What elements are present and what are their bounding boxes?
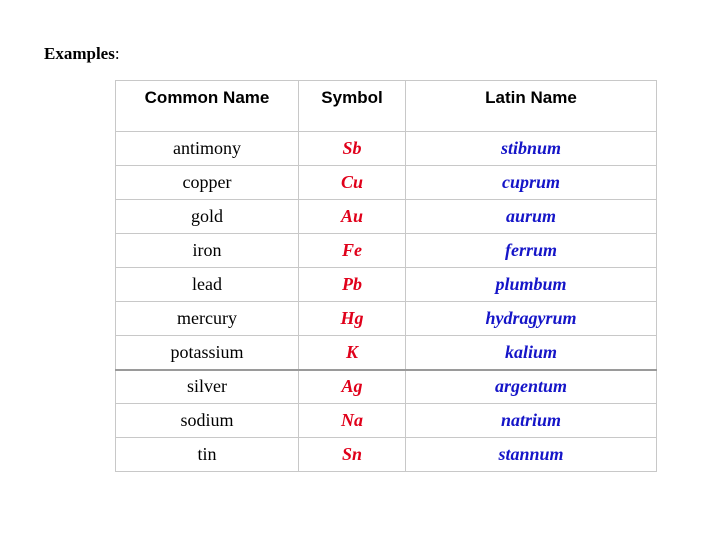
table-row	[116, 404, 657, 438]
latin-name-cell: hydragyrum	[406, 302, 657, 336]
common-name-cell: lead	[116, 268, 299, 302]
symbol-cell: Ag	[299, 370, 406, 404]
latin-name-cell: kalium	[406, 336, 657, 370]
common-name-cell: gold	[116, 200, 299, 234]
common-name-cell: mercury	[116, 302, 299, 336]
common-name-cell: sodium	[116, 404, 299, 438]
latin-name-cell: aurum	[406, 200, 657, 234]
table-row	[116, 370, 657, 404]
table-row	[116, 166, 657, 200]
symbol-cell: Fe	[299, 234, 406, 268]
latin-name-cell: natrium	[406, 404, 657, 438]
examples-heading-bold: Examples	[44, 44, 115, 63]
symbol-cell: Pb	[299, 268, 406, 302]
header-latin-name: Latin Name	[406, 81, 657, 132]
symbol-cell: Hg	[299, 302, 406, 336]
common-name-cell: antimony	[116, 132, 299, 166]
latin-name-cell: stibnum	[406, 132, 657, 166]
table-row	[116, 336, 657, 370]
table-row	[116, 302, 657, 336]
symbol-cell: Sn	[299, 438, 406, 472]
table-row	[116, 234, 657, 268]
table-row	[116, 132, 657, 166]
examples-heading-colon: :	[114, 44, 120, 63]
common-name-cell: potassium	[116, 336, 299, 370]
latin-name-cell: ferrum	[406, 234, 657, 268]
table-row	[116, 268, 657, 302]
symbol-cell: Na	[299, 404, 406, 438]
latin-name-cell: cuprum	[406, 166, 657, 200]
symbol-cell: K	[299, 336, 406, 370]
header-symbol: Symbol	[299, 81, 406, 132]
common-name-cell: tin	[116, 438, 299, 472]
element-names-table	[115, 80, 657, 472]
table-row	[116, 438, 657, 472]
common-name-cell: copper	[116, 166, 299, 200]
symbol-cell: Sb	[299, 132, 406, 166]
table-header-row	[116, 81, 657, 132]
header-common-name: Common Name	[116, 81, 299, 132]
common-name-cell: iron	[116, 234, 299, 268]
latin-name-cell: stannum	[406, 438, 657, 472]
latin-name-cell: argentum	[406, 370, 657, 404]
common-name-cell: silver	[116, 370, 299, 404]
examples-heading	[44, 44, 120, 64]
table-row	[116, 200, 657, 234]
symbol-cell: Cu	[299, 166, 406, 200]
symbol-cell: Au	[299, 200, 406, 234]
latin-name-cell: plumbum	[406, 268, 657, 302]
